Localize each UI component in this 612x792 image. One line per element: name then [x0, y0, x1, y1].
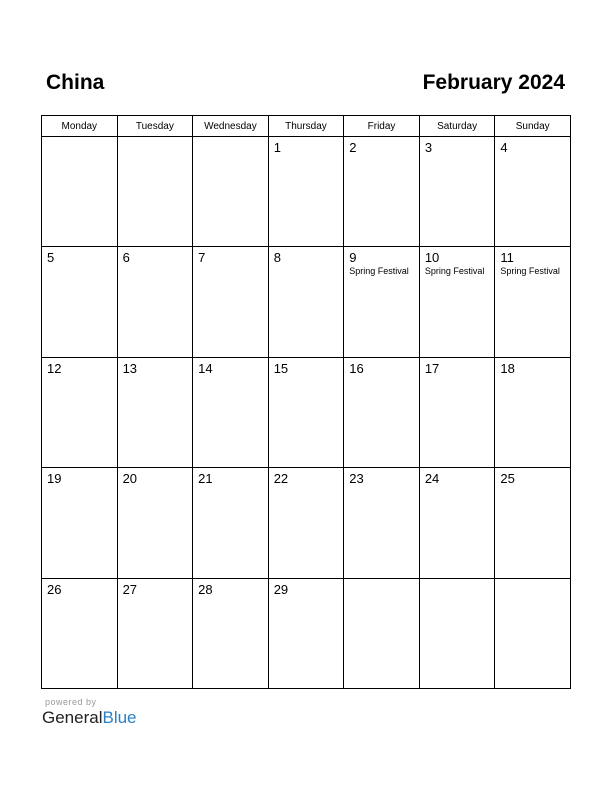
- day-number: 2: [349, 140, 357, 155]
- holiday-label: Spring Festival: [349, 266, 409, 277]
- weekday-header-row: [42, 116, 571, 137]
- calendar-day-cell: [344, 468, 420, 578]
- calendar-day-cell: [495, 357, 571, 467]
- weekday-header: Thursday: [268, 116, 344, 137]
- holiday-label: Spring Festival: [500, 266, 560, 277]
- calendar-day-cell: [193, 468, 269, 578]
- calendar-day-cell: [495, 468, 571, 578]
- weekday-header: Friday: [344, 116, 420, 137]
- calendar-day-cell: [117, 468, 193, 578]
- weekday-header: Wednesday: [193, 116, 269, 137]
- calendar-empty-cell: [495, 578, 571, 688]
- day-number: 20: [122, 471, 138, 487]
- day-number: 9: [349, 250, 357, 266]
- logo-blue: Blue: [102, 708, 137, 727]
- calendar-day-cell: [42, 578, 118, 688]
- day-number: 3: [424, 140, 433, 155]
- calendar-day-cell: [268, 137, 344, 247]
- calendar-day-cell: [117, 357, 193, 467]
- day-number: 5: [47, 250, 55, 266]
- generalblue-logo[interactable]: [42, 708, 137, 728]
- calendar-day-cell: [419, 137, 495, 247]
- calendar-day-cell: [268, 357, 344, 467]
- month-title: February 2024: [422, 71, 565, 94]
- day-number: 21: [198, 471, 213, 487]
- calendar-day-cell: [193, 357, 269, 467]
- calendar-day-cell: [419, 357, 495, 467]
- day-number: 29: [273, 581, 289, 597]
- calendar-day-cell: [117, 247, 193, 357]
- weekday-header: Sunday: [495, 116, 571, 137]
- day-number: 1: [273, 140, 281, 155]
- weekday-header: Monday: [42, 116, 118, 137]
- day-number: 17: [424, 360, 440, 376]
- weekday-header: Saturday: [419, 116, 495, 137]
- day-number: 15: [273, 360, 289, 376]
- day-number: 27: [122, 581, 138, 597]
- calendar-empty-cell: [117, 137, 193, 247]
- calendar-week-row: [42, 468, 571, 578]
- day-number: 26: [47, 581, 62, 597]
- calendar-week-row: [42, 247, 571, 357]
- calendar-week-row: [42, 137, 571, 247]
- calendar-day-cell: [344, 357, 420, 467]
- day-number: 13: [122, 360, 138, 376]
- calendar-day-cell: [193, 578, 269, 688]
- day-number: 4: [500, 140, 508, 155]
- calendar-week-row: [42, 357, 571, 467]
- day-number: 8: [273, 250, 281, 266]
- day-number: 22: [273, 471, 289, 487]
- holiday-label: Spring Festival: [424, 266, 485, 277]
- day-number: 7: [198, 250, 206, 266]
- day-number: 11: [500, 250, 514, 266]
- calendar-day-cell: [268, 247, 344, 357]
- day-number: 28: [198, 581, 213, 597]
- calendar-day-cell: [419, 247, 495, 357]
- calendar-day-cell: [193, 247, 269, 357]
- calendar-empty-cell: [42, 137, 118, 247]
- calendar-day-cell: [42, 357, 118, 467]
- calendar-week-row: [42, 578, 571, 688]
- calendar-day-cell: [268, 468, 344, 578]
- day-number: 19: [47, 471, 62, 487]
- calendar-day-cell: [344, 247, 420, 357]
- calendar-empty-cell: [193, 137, 269, 247]
- day-number: 18: [500, 360, 515, 376]
- day-number: 10: [424, 250, 440, 266]
- day-number: 6: [122, 250, 130, 266]
- calendar-day-cell: [495, 137, 571, 247]
- weekday-header: Tuesday: [117, 116, 193, 137]
- calendar-body: [42, 137, 571, 689]
- logo-general: General: [42, 708, 103, 727]
- calendar-grid: [41, 115, 571, 689]
- calendar-day-cell: [268, 578, 344, 688]
- day-number: 25: [500, 471, 515, 487]
- calendar-day-cell: [42, 247, 118, 357]
- day-number: 23: [349, 471, 364, 487]
- calendar-day-cell: [419, 468, 495, 578]
- day-number: 16: [349, 360, 364, 376]
- powered-by-text: powered by: [45, 697, 97, 707]
- country-title: China: [46, 71, 105, 94]
- calendar-day-cell: [344, 137, 420, 247]
- calendar-empty-cell: [419, 578, 495, 688]
- calendar-day-cell: [42, 468, 118, 578]
- calendar-day-cell: [495, 247, 571, 357]
- day-number: 12: [47, 360, 62, 376]
- day-number: 14: [198, 360, 213, 376]
- calendar-day-cell: [117, 578, 193, 688]
- day-number: 24: [424, 471, 440, 487]
- calendar-empty-cell: [344, 578, 420, 688]
